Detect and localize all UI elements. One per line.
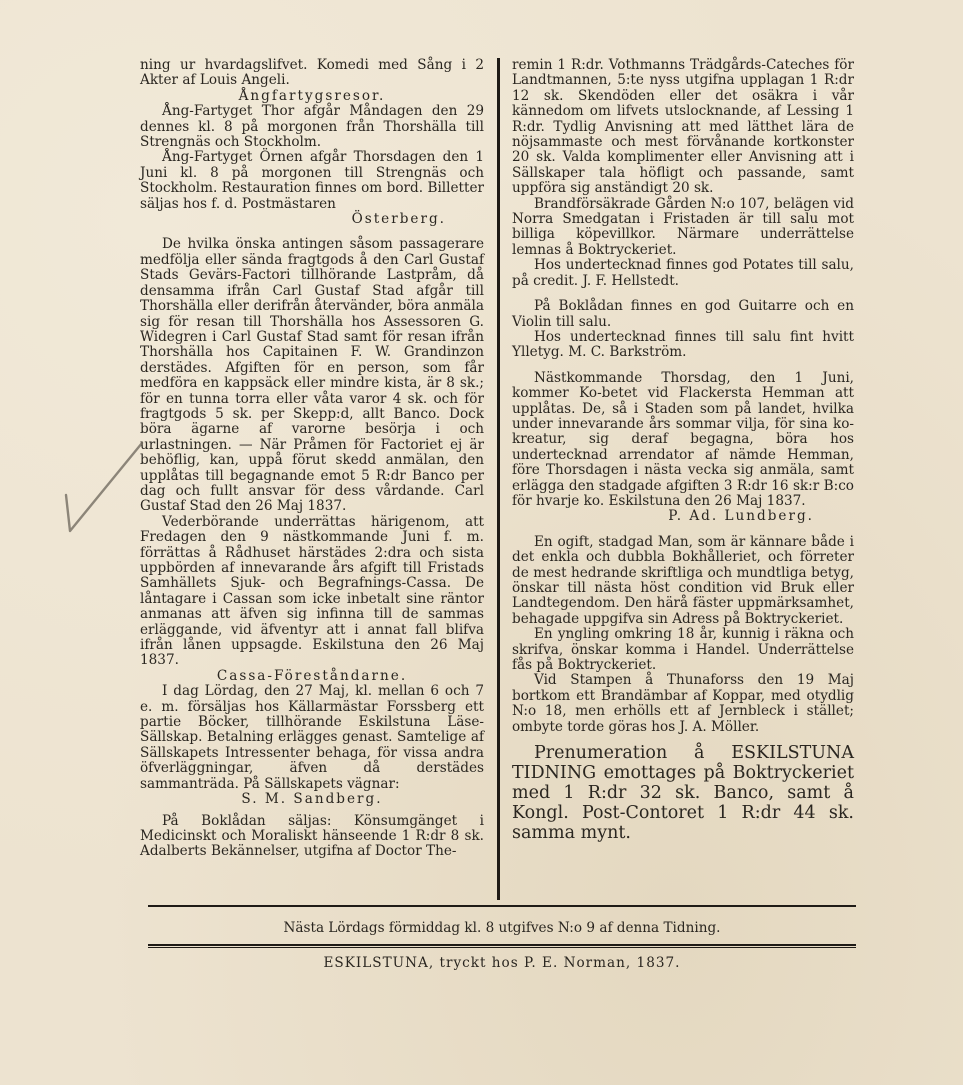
pencil-check-mark-icon (60, 435, 150, 535)
article-paragraph: ning ur hvardagslifvet. Komedi med Sång i 2 Akter af Louis Angeli. (140, 57, 484, 89)
article-paragraph: På Boklådan finnes en god Guitarre och en Violin till salu. (512, 298, 854, 330)
article-paragraph: I dag Lördag, den 27 Maj, kl. mellan 6 och 7 e. m. försäljas hos Källarmästar Forssberg ett partie Böcker, tillhörande Eskilstuna Läse-Sällskap. Betalning erlägges genast. Samtelige af Sällskapets Intressenter behaga, för vissa andra öfverläggningar, äfven då derstädes sammanträda. På Sällskapets vägnar: (140, 683, 484, 792)
signature: Cassa-Föreståndarne. (216, 667, 408, 684)
article-paragraph: Hos undertecknad finnes god Potates till salu, på credit. J. F. Hellstedt. (512, 257, 854, 289)
article-paragraph: Vederbörande underrättas härigenom, att Fredagen den 9 nästkommande Juni f. m. förrättas å Rådhuset härstädes 2:dra och sista uppbörden af innevarande års afgift till Fristads Samhällets Sjuk- och Begrafnings-Cassa. De låntagare i Cassan som icke inbetalt sine räntor anmanas att äfven sig infinna till de sammas erläggande, vid äfventyr att i annat fall blifva ifrån lånen uppsagde. Eskilstuna den 26 Maj 1837. (140, 513, 484, 669)
article-paragraph: Ång-Fartyget Örnen afgår Thorsdagen den 1 Juni kl. 8 på morgonen till Strengnäs och Stockholm. Restauration finnes om bord. Billetter säljas hos f. d. Postmästaren (140, 149, 484, 212)
article-paragraph: Brandförsäkrade Gården N:o 107, belägen vid Norra Smedgatan i Fristaden är till salu mot billiga köpevillkor. Närmare underrättelse lemnas å Boktryckeriet. (512, 195, 854, 258)
subscription-notice: Prenumeration å ESKILSTUNA TIDNING emottages på Boktryckeriet med 1 R:dr 32 sk. Banco, samt å Kongl. Post-Contoret 1 R:dr 44 sk. samma mynt. (512, 743, 854, 844)
section-heading: Ångfartygsresor. (238, 87, 386, 104)
left-column (140, 58, 484, 860)
article-paragraph: Nästkommande Thorsdag, den 1 Juni, kommer Ko-betet vid Flackersta Hemman att upplåtas. De, så i Staden som på landet, hvilka under innevarande års sommar vilja, för sina ko-kreatur, sig deraf begagna, böra hos undertecknad arrendator af nämde Hemman, före Thorsdagen i nästa vecka sig anmäla, samt erlägga den stadgade afgiften 3 R:dr 16 sk:r B:co för hvarje ko. Eskilstuna den 26 Maj 1837. (512, 369, 854, 509)
signature: Österberg. (351, 211, 446, 228)
signature: P. Ad. Lundberg. (668, 508, 814, 525)
article-paragraph: Ång-Fartyget Thor afgår Måndagen den 29 dennes kl. 8 på morgonen från Thorshälla till Strengnäs och Stockholm. (140, 103, 484, 151)
article-paragraph: En yngling omkring 18 år, kunnig i räkna och skrifva, önskar komma i Handel. Underrättelse fås på Boktryckeriet. (512, 626, 854, 674)
article-paragraph: Hos undertecknad finnes till salu fint hvitt Ylletyg. M. C. Barkström. (512, 328, 854, 361)
right-column (512, 58, 854, 843)
article-paragraph: På Boklådan säljas: Könsumgänget i Medicinskt och Moraliskt hänseende 1 R:dr 8 sk. Adalberts Bekännelser, utgifna af Doctor The- (140, 812, 484, 860)
article-paragraph: Vid Stampen å Thunaforss den 19 Maj bortkom ett Brandämbar af Koppar, med otydlig N:o 18, men erhölls ett af Jernbleck i stället; ombyte torde göras hos J. A. Möller. (512, 672, 854, 735)
signature: S. M. Sandberg. (241, 791, 383, 808)
printer-imprint: ESKILSTUNA, tryckt hos P. E. Norman, 1837. (323, 955, 681, 971)
horizontal-rule (148, 944, 856, 946)
column-divider (497, 58, 500, 900)
article-paragraph: De hvilka önska antingen såsom passagerare medfölja eller sända fragtgods å den Carl Gustaf Stads Gevärs-Factori tillhörande Lastpråm, då densamma ifrån Carl Gustaf Stad afgår till Thorshälla eller derifrån återvänder, böra anmäla sig för resan till Thorshälla hos Assessoren G. Widegren i Carl Gustaf Stad samt för resan ifrån Thorshälla hos Capitainen F. W. Grandinzon derstädes. Afgiften för en person, som får medföra en kappsäck eller mindre kista, är 8 sk.; för en tunna torra eller våta varor 4 sk. och för fragtgods 5 sk. per Skepp:d, allt Banco. Dock böra ägarne af varorne besörja i och urlastningen. — När Pråmen för Factoriet ej är behöflig, kan, uppå förut skedd anmälan, den upplåtas till begagnande emot 5 R:dr Banco per dag och fullt ansvar för dess vårdande. Carl Gustaf Stad den 26 Maj 1837. (140, 236, 484, 515)
horizontal-rule (148, 905, 856, 907)
article-paragraph: remin 1 R:dr. Vothmanns Trädgårds-Cateches för Landtmannen, 5:te nyss utgifna upplagan 1 R:dr 12 sk. Skendöden eller det osäkra i vår kännedom om lifvets utslocknande, af Lessing 1 R:dr. Tydlig Anvisning att med lätthet lära de nöjsammaste och mest förvånande kortkonster 20 sk. Valda komplimenter eller Anvisning att i Sällskaper tala höfligt och passande, samt uppföra sig anständigt 20 sk. (512, 57, 854, 197)
horizontal-rule (148, 947, 856, 948)
next-issue-notice: Nästa Lördags förmiddag kl. 8 utgifves N:o 9 af denna Tidning. (283, 920, 721, 936)
article-paragraph: En ogift, stadgad Man, som är kännare både i det enkla och dubbla Bokhålleriet, och förreter de mest hedrande skriftliga och mundtliga betyg, önskar till nästa höst condition vid Bruk eller Landtegendom. Den härå fäster uppmärksamhet, behagade uppgifva sin Adress på Boktryckeriet. (512, 533, 854, 627)
